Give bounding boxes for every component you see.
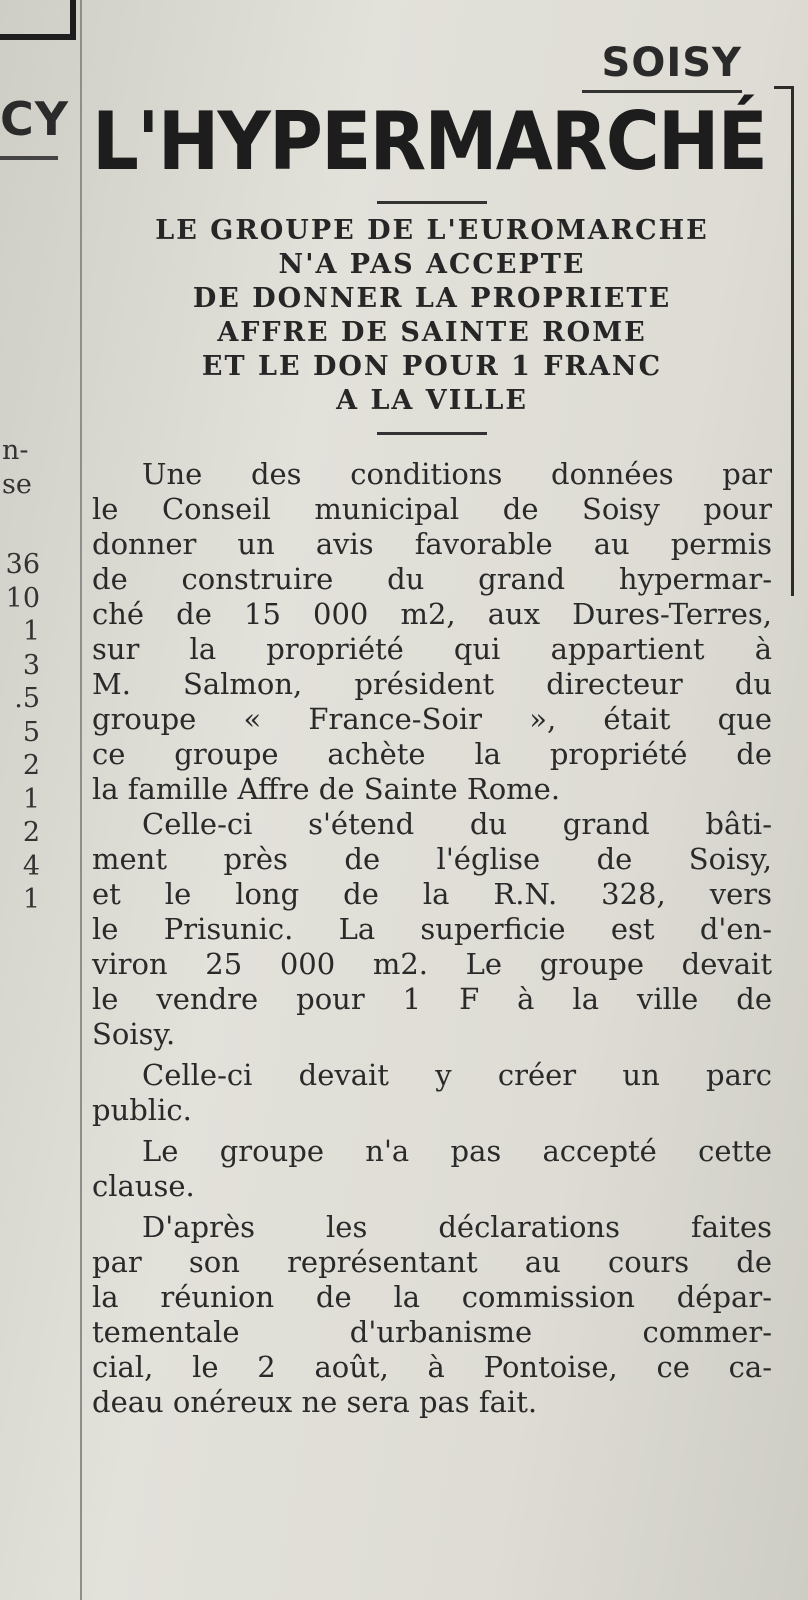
text-line: la réunion de la commission dépar- — [92, 1280, 772, 1314]
article — [92, 40, 772, 1420]
fragment-number: 1 — [22, 616, 40, 647]
text-line: et le long de la R.N. 328, vers — [92, 877, 772, 911]
text-line: le Prisunic. La superficie est d'en- — [92, 912, 772, 946]
fragment-number: 1 — [22, 884, 40, 915]
subhead-line: ET LE DON POUR 1 FRANC — [201, 351, 663, 382]
subhead-line: A LA VILLE — [336, 385, 528, 416]
text-line: M. Salmon, président directeur du — [92, 667, 772, 701]
paragraph — [92, 1058, 772, 1128]
subhead-line: AFFRE DE SAINTE ROME — [217, 317, 647, 348]
text-line: deau onéreux ne sera pas fait. — [92, 1385, 538, 1419]
text-line: viron 25 000 m2. Le groupe devait — [92, 947, 772, 981]
fragment-number: 1 — [22, 783, 40, 815]
text-line: le Conseil municipal de Soisy pour — [92, 492, 772, 526]
text-line: Celle-ci devait y créer un parc — [142, 1058, 772, 1092]
fragment-number: 36 — [5, 549, 40, 580]
subhead-rule — [377, 432, 487, 435]
fragment-number: 3 — [22, 649, 40, 681]
headline-rule — [377, 201, 487, 204]
subhead-line: DE DONNER LA PROPRIETE — [192, 283, 672, 314]
subhead-line: N'A PAS ACCEPTE — [278, 249, 586, 280]
neighbouring-heading-fragment: CY — [0, 92, 70, 146]
paragraph — [92, 1210, 772, 1420]
neighbouring-number-list — [0, 548, 40, 917]
text-line: par son représentant au cours de — [92, 1245, 772, 1279]
text-line: ce groupe achète la propriété de — [92, 737, 772, 771]
text-line: de construire du grand hypermar- — [92, 562, 772, 596]
section-label: SOISY — [601, 40, 742, 86]
fragment-number: 10 — [5, 582, 40, 614]
text-line: la famille Affre de Sainte Rome. — [92, 772, 561, 806]
text-line: sur la propriété qui appartient à — [92, 632, 772, 666]
subhead-line: LE GROUPE DE L'EUROMARCHE — [155, 215, 709, 246]
fragment-number: 4 — [22, 850, 40, 882]
neighbouring-frame — [0, 0, 76, 40]
fragment-word: n- — [2, 435, 29, 466]
section-underline — [582, 90, 742, 93]
text-line: le vendre pour 1 F à la ville de — [92, 982, 772, 1016]
text-line: ché de 15 000 m2, aux Dures-Terres, — [92, 597, 772, 631]
text-line: clause. — [92, 1169, 195, 1203]
fragment-number: 2 — [22, 750, 40, 781]
fragment-number: .5 — [14, 683, 40, 714]
subheadline — [92, 214, 772, 418]
paragraph — [92, 807, 772, 1052]
text-line: tementale d'urbanisme commer- — [92, 1315, 772, 1349]
fragment-number: 5 — [22, 716, 40, 748]
text-line: Celle-ci s'étend du grand bâti- — [142, 807, 772, 841]
text-line: ment près de l'église de Soisy, — [92, 842, 772, 876]
column-divider — [80, 0, 82, 1600]
text-line: public. — [92, 1093, 192, 1127]
paragraph — [92, 1134, 772, 1204]
neighbouring-column — [0, 0, 70, 1600]
text-line: cial, le 2 août, à Pontoise, ce ca- — [92, 1350, 772, 1384]
neighbouring-text-fragment — [2, 434, 32, 502]
neighbouring-heading-rule — [0, 156, 58, 160]
paragraph — [92, 457, 772, 807]
text-line: Le groupe n'a pas accepté cette — [142, 1134, 772, 1168]
headline: L'HYPERMARCHÉ — [92, 95, 767, 188]
text-line: Une des conditions données par — [142, 457, 772, 491]
text-line: D'après les déclarations faites — [142, 1210, 772, 1244]
right-frame-rule — [791, 86, 794, 596]
text-line: groupe « France-Soir », était que — [92, 702, 772, 736]
fragment-word: se — [2, 469, 32, 500]
fragment-number: 2 — [22, 817, 40, 848]
text-line: Soisy. — [92, 1017, 176, 1051]
article-body — [92, 457, 772, 1420]
text-line: donner un avis favorable au permis — [92, 527, 772, 561]
